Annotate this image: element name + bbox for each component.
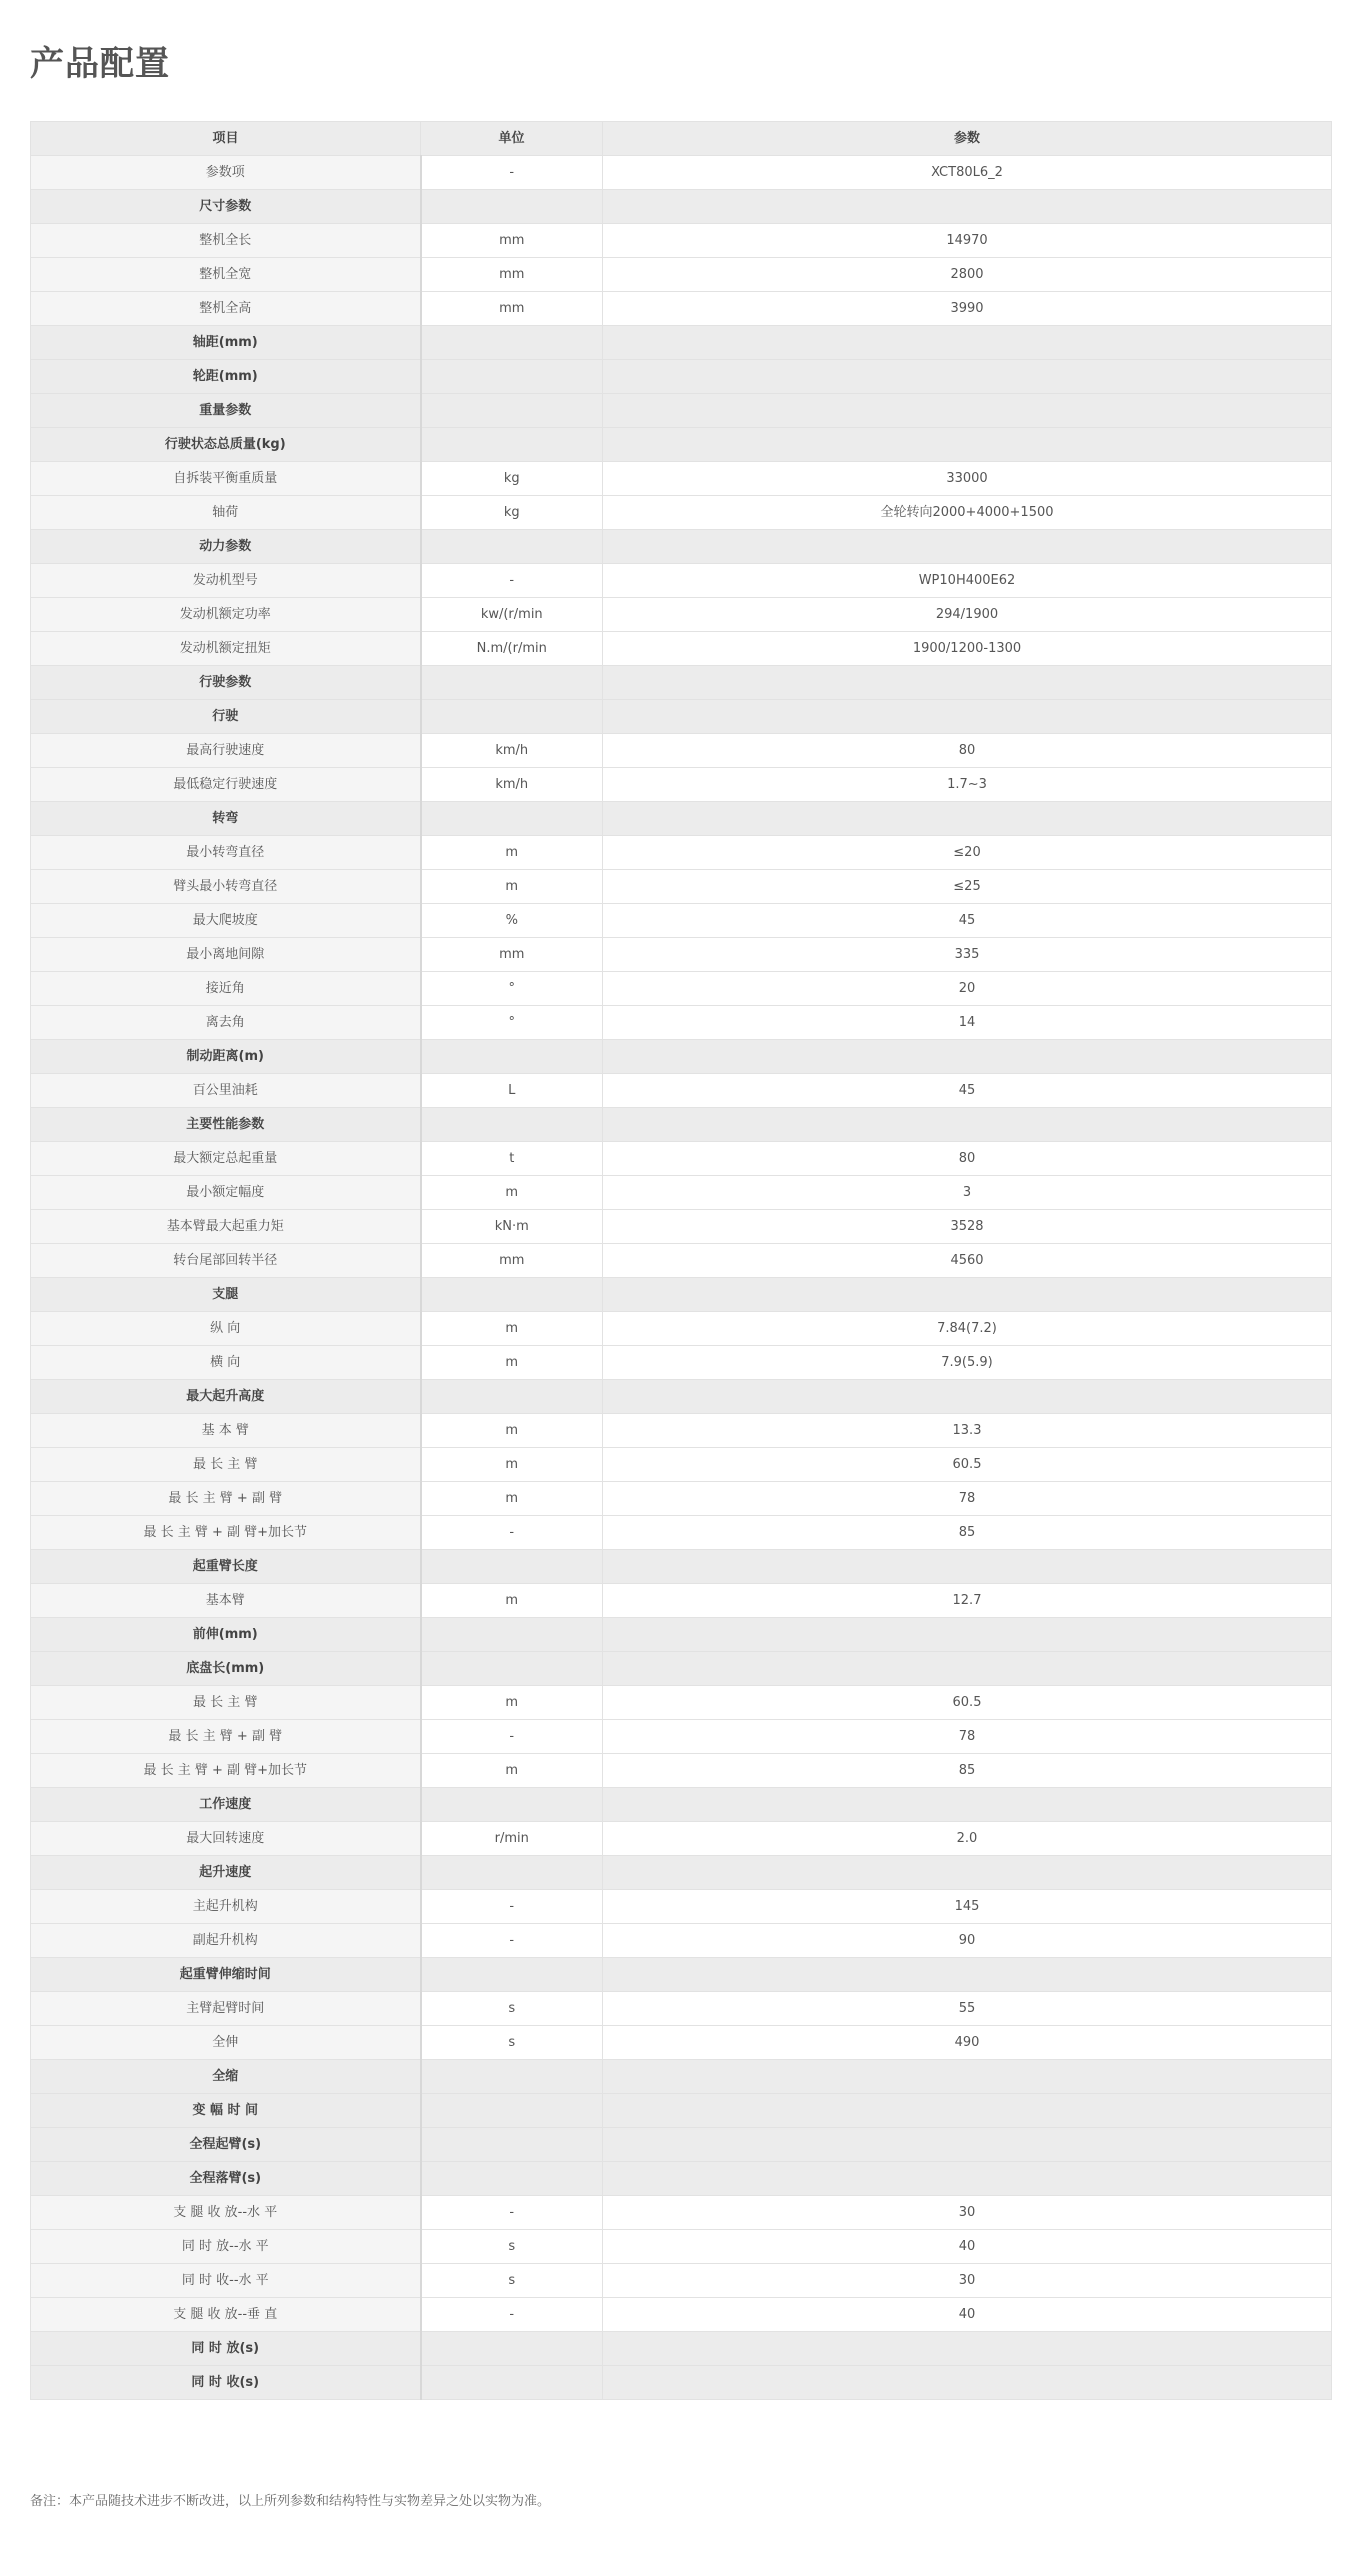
section-title: 行驶参数: [31, 666, 421, 700]
row-unit: kw/(r/min: [421, 598, 603, 632]
row-unit: [421, 802, 603, 836]
row-value: 7.9(5.9): [603, 1346, 1332, 1380]
row-value: [603, 802, 1332, 836]
row-value: 13.3: [603, 1414, 1332, 1448]
row-value: [603, 360, 1332, 394]
page-title: 产品配置: [30, 44, 170, 84]
section-title: 制动距离(m): [31, 1040, 421, 1074]
row-value: 55: [603, 1992, 1332, 2026]
row-value: 1.7~3: [603, 768, 1332, 802]
header-value: 参数: [603, 122, 1332, 156]
row-unit: t: [421, 1142, 603, 1176]
section-title: 行驶状态总质量(kg): [31, 428, 421, 462]
row-unit: m: [421, 1482, 603, 1516]
row-unit: -: [421, 1890, 603, 1924]
row-unit: -: [421, 1516, 603, 1550]
row-unit: -: [421, 156, 603, 190]
table-row: [31, 1720, 1332, 1754]
section-title: 同 时 收(s): [31, 2366, 421, 2400]
row-unit: -: [421, 1720, 603, 1754]
row-unit: mm: [421, 938, 603, 972]
row-item-name: 整机全高: [31, 292, 421, 326]
row-value: 85: [603, 1516, 1332, 1550]
row-unit: [421, 1108, 603, 1142]
row-item-name: 发动机额定扭矩: [31, 632, 421, 666]
table-row: [31, 496, 1332, 530]
table-row: [31, 2298, 1332, 2332]
table-row: [31, 1516, 1332, 1550]
section-title: 起重臂长度: [31, 1550, 421, 1584]
row-value: [603, 1108, 1332, 1142]
table-row: [31, 938, 1332, 972]
row-unit: m: [421, 1414, 603, 1448]
table-row: [31, 972, 1332, 1006]
table-row: [31, 1482, 1332, 1516]
row-item-name: 同 时 放--水 平: [31, 2230, 421, 2264]
section-row: [31, 2128, 1332, 2162]
section-title: 起重臂伸缩时间: [31, 1958, 421, 1992]
row-value: [603, 1856, 1332, 1890]
row-item-name: 最高行驶速度: [31, 734, 421, 768]
row-value: 294/1900: [603, 598, 1332, 632]
section-title: 轮距(mm): [31, 360, 421, 394]
section-title: 轴距(mm): [31, 326, 421, 360]
section-row: [31, 2060, 1332, 2094]
row-unit: [421, 2094, 603, 2128]
row-unit: -: [421, 564, 603, 598]
section-title: 起升速度: [31, 1856, 421, 1890]
row-unit: kg: [421, 496, 603, 530]
section-row: [31, 1278, 1332, 1312]
row-item-name: 支 腿 收 放--垂 直: [31, 2298, 421, 2332]
section-title: 最大起升高度: [31, 1380, 421, 1414]
row-unit: [421, 666, 603, 700]
table-row: [31, 2230, 1332, 2264]
row-unit: [421, 2060, 603, 2094]
header-item: 项目: [31, 122, 421, 156]
section-row: [31, 666, 1332, 700]
row-unit: %: [421, 904, 603, 938]
row-value: ≤25: [603, 870, 1332, 904]
row-unit: m: [421, 870, 603, 904]
row-value: 2.0: [603, 1822, 1332, 1856]
row-value: [603, 428, 1332, 462]
row-item-name: 副起升机构: [31, 1924, 421, 1958]
section-title: 前伸(mm): [31, 1618, 421, 1652]
row-unit: km/h: [421, 734, 603, 768]
row-item-name: 最大额定总起重量: [31, 1142, 421, 1176]
row-value: [603, 2094, 1332, 2128]
row-unit: km/h: [421, 768, 603, 802]
row-unit: [421, 2332, 603, 2366]
section-row: [31, 1788, 1332, 1822]
row-unit: mm: [421, 1244, 603, 1278]
row-value: 2800: [603, 258, 1332, 292]
section-row: [31, 1618, 1332, 1652]
row-unit: m: [421, 1686, 603, 1720]
section-title: 支腿: [31, 1278, 421, 1312]
row-unit: s: [421, 2230, 603, 2264]
row-value: [603, 1788, 1332, 1822]
section-row: [31, 360, 1332, 394]
table-row: [31, 1448, 1332, 1482]
table-row: [31, 258, 1332, 292]
table-row: [31, 1312, 1332, 1346]
row-value: 145: [603, 1890, 1332, 1924]
table-row: [31, 768, 1332, 802]
table-row: [31, 1890, 1332, 1924]
row-item-name: 主臂起臂时间: [31, 1992, 421, 2026]
row-unit: mm: [421, 224, 603, 258]
row-item-name: 最小转弯直径: [31, 836, 421, 870]
table-row: [31, 632, 1332, 666]
table-row: [31, 1142, 1332, 1176]
row-value: 60.5: [603, 1686, 1332, 1720]
row-item-name: 最小额定幅度: [31, 1176, 421, 1210]
section-title: 动力参数: [31, 530, 421, 564]
row-item-name: 自拆装平衡重质量: [31, 462, 421, 496]
spec-table-header: [31, 122, 1332, 156]
row-value: 20: [603, 972, 1332, 1006]
row-value: [603, 326, 1332, 360]
row-value: WP10H400E62: [603, 564, 1332, 598]
row-value: [603, 2162, 1332, 2196]
table-row: [31, 870, 1332, 904]
row-value: 3528: [603, 1210, 1332, 1244]
row-unit: [421, 1788, 603, 1822]
row-value: 80: [603, 734, 1332, 768]
table-row: [31, 2196, 1332, 2230]
table-row: [31, 564, 1332, 598]
section-title: 全缩: [31, 2060, 421, 2094]
row-item-name: 纵 向: [31, 1312, 421, 1346]
row-item-name: 参数项: [31, 156, 421, 190]
row-unit: m: [421, 1448, 603, 1482]
row-unit: -: [421, 2196, 603, 2230]
row-item-name: 最 长 主 臂 + 副 臂+加长节: [31, 1754, 421, 1788]
row-item-name: 轴荷: [31, 496, 421, 530]
row-unit: mm: [421, 258, 603, 292]
row-item-name: 最大回转速度: [31, 1822, 421, 1856]
row-value: [603, 190, 1332, 224]
table-row: [31, 1754, 1332, 1788]
row-value: [603, 2128, 1332, 2162]
row-value: [603, 394, 1332, 428]
section-row: [31, 1958, 1332, 1992]
row-item-name: 发动机型号: [31, 564, 421, 598]
row-value: 3: [603, 1176, 1332, 1210]
table-row: [31, 1686, 1332, 1720]
row-value: 30: [603, 2264, 1332, 2298]
section-title: 同 时 放(s): [31, 2332, 421, 2366]
row-unit: mm: [421, 292, 603, 326]
row-value: [603, 1958, 1332, 1992]
row-item-name: 最低稳定行驶速度: [31, 768, 421, 802]
row-item-name: 横 向: [31, 1346, 421, 1380]
row-unit: [421, 1652, 603, 1686]
row-value: [603, 2060, 1332, 2094]
row-item-name: 百公里油耗: [31, 1074, 421, 1108]
row-unit: m: [421, 1754, 603, 1788]
row-unit: [421, 700, 603, 734]
row-value: 78: [603, 1720, 1332, 1754]
row-unit: [421, 190, 603, 224]
row-item-name: 最 长 主 臂: [31, 1448, 421, 1482]
section-row: [31, 530, 1332, 564]
row-value: 80: [603, 1142, 1332, 1176]
row-unit: [421, 1040, 603, 1074]
row-unit: s: [421, 2026, 603, 2060]
row-value: 14: [603, 1006, 1332, 1040]
section-title: 全程起臂(s): [31, 2128, 421, 2162]
table-row: [31, 2026, 1332, 2060]
table-row: [31, 1414, 1332, 1448]
section-title: 底盘长(mm): [31, 1652, 421, 1686]
section-row: [31, 2094, 1332, 2128]
row-value: 45: [603, 1074, 1332, 1108]
row-unit: m: [421, 1176, 603, 1210]
row-unit: N.m/(r/min: [421, 632, 603, 666]
row-unit: [421, 1618, 603, 1652]
section-row: [31, 1856, 1332, 1890]
row-unit: [421, 394, 603, 428]
row-value: 30: [603, 2196, 1332, 2230]
section-row: [31, 700, 1332, 734]
row-value: [603, 700, 1332, 734]
section-title: 重量参数: [31, 394, 421, 428]
row-value: [603, 1618, 1332, 1652]
section-title: 主要性能参数: [31, 1108, 421, 1142]
row-value: 90: [603, 1924, 1332, 1958]
row-unit: [421, 2162, 603, 2196]
section-title: 变 幅 时 间: [31, 2094, 421, 2128]
table-row: [31, 1074, 1332, 1108]
table-row: [31, 1822, 1332, 1856]
row-item-name: 基本臂: [31, 1584, 421, 1618]
row-value: 78: [603, 1482, 1332, 1516]
section-row: [31, 428, 1332, 462]
row-value: 45: [603, 904, 1332, 938]
section-row: [31, 1040, 1332, 1074]
table-row: [31, 1924, 1332, 1958]
row-value: 1900/1200-1300: [603, 632, 1332, 666]
row-value: [603, 530, 1332, 564]
row-value: 60.5: [603, 1448, 1332, 1482]
row-value: ≤20: [603, 836, 1332, 870]
row-item-name: 转台尾部回转半径: [31, 1244, 421, 1278]
row-value: 33000: [603, 462, 1332, 496]
row-item-name: 整机全宽: [31, 258, 421, 292]
row-item-name: 基本臂最大起重力矩: [31, 1210, 421, 1244]
row-value: [603, 666, 1332, 700]
row-unit: m: [421, 1346, 603, 1380]
row-item-name: 最 长 主 臂 + 副 臂+加长节: [31, 1516, 421, 1550]
row-value: 490: [603, 2026, 1332, 2060]
row-value: 40: [603, 2298, 1332, 2332]
table-row: [31, 2264, 1332, 2298]
row-value: [603, 1550, 1332, 1584]
row-unit: L: [421, 1074, 603, 1108]
row-unit: [421, 1380, 603, 1414]
table-row: [31, 734, 1332, 768]
row-item-name: 支 腿 收 放--水 平: [31, 2196, 421, 2230]
row-unit: -: [421, 1924, 603, 1958]
row-item-name: 最大爬坡度: [31, 904, 421, 938]
section-row: [31, 2162, 1332, 2196]
row-value: XCT80L6_2: [603, 156, 1332, 190]
row-value: 全轮转向2000+4000+1500: [603, 496, 1332, 530]
row-unit: [421, 1550, 603, 1584]
section-row: [31, 1652, 1332, 1686]
section-title: 全程落臂(s): [31, 2162, 421, 2196]
row-unit: m: [421, 836, 603, 870]
row-item-name: 臂头最小转弯直径: [31, 870, 421, 904]
table-row: [31, 1244, 1332, 1278]
row-value: 4560: [603, 1244, 1332, 1278]
row-unit: [421, 360, 603, 394]
row-item-name: 同 时 收--水 平: [31, 2264, 421, 2298]
row-item-name: 基 本 臂: [31, 1414, 421, 1448]
row-item-name: 最 长 主 臂 + 副 臂: [31, 1482, 421, 1516]
section-row: [31, 190, 1332, 224]
table-row: [31, 1584, 1332, 1618]
row-item-name: 发动机额定功率: [31, 598, 421, 632]
row-unit: [421, 2128, 603, 2162]
row-unit: [421, 1856, 603, 1890]
row-value: 12.7: [603, 1584, 1332, 1618]
row-value: [603, 1278, 1332, 1312]
section-row: [31, 1108, 1332, 1142]
row-unit: °: [421, 972, 603, 1006]
row-value: 40: [603, 2230, 1332, 2264]
row-unit: m: [421, 1584, 603, 1618]
table-row: [31, 1006, 1332, 1040]
row-unit: kN·m: [421, 1210, 603, 1244]
row-value: [603, 1652, 1332, 1686]
row-unit: s: [421, 1992, 603, 2026]
table-row: [31, 224, 1332, 258]
row-item-name: 最 长 主 臂 + 副 臂: [31, 1720, 421, 1754]
row-value: [603, 2332, 1332, 2366]
section-row: [31, 394, 1332, 428]
section-row: [31, 1380, 1332, 1414]
spec-table: [30, 121, 1332, 2400]
footnote: 备注：本产品随技术进步不断改进，以上所列参数和结构特性与实物差异之处以实物为准。: [30, 2494, 551, 2509]
row-value: 7.84(7.2): [603, 1312, 1332, 1346]
row-item-name: 接近角: [31, 972, 421, 1006]
table-row: [31, 156, 1332, 190]
row-item-name: 最小离地间隙: [31, 938, 421, 972]
section-title: 工作速度: [31, 1788, 421, 1822]
row-item-name: 最 长 主 臂: [31, 1686, 421, 1720]
section-row: [31, 326, 1332, 360]
row-unit: [421, 530, 603, 564]
header-row: [31, 122, 1332, 156]
section-title: 行驶: [31, 700, 421, 734]
row-unit: [421, 1958, 603, 1992]
row-value: [603, 2366, 1332, 2400]
row-item-name: 全伸: [31, 2026, 421, 2060]
table-row: [31, 598, 1332, 632]
section-row: [31, 802, 1332, 836]
table-row: [31, 292, 1332, 326]
row-unit: s: [421, 2264, 603, 2298]
row-item-name: 主起升机构: [31, 1890, 421, 1924]
row-unit: m: [421, 1312, 603, 1346]
table-row: [31, 1176, 1332, 1210]
section-row: [31, 2366, 1332, 2400]
spec-table-body: [31, 156, 1332, 2400]
section-row: [31, 1550, 1332, 1584]
table-row: [31, 904, 1332, 938]
table-row: [31, 1346, 1332, 1380]
header-unit: 单位: [421, 122, 603, 156]
row-value: [603, 1380, 1332, 1414]
row-value: [603, 1040, 1332, 1074]
section-title: 转弯: [31, 802, 421, 836]
row-unit: [421, 326, 603, 360]
row-value: 14970: [603, 224, 1332, 258]
row-value: 85: [603, 1754, 1332, 1788]
row-value: 3990: [603, 292, 1332, 326]
table-row: [31, 836, 1332, 870]
row-item-name: 离去角: [31, 1006, 421, 1040]
row-value: 335: [603, 938, 1332, 972]
table-row: [31, 1992, 1332, 2026]
section-row: [31, 2332, 1332, 2366]
row-unit: kg: [421, 462, 603, 496]
row-unit: -: [421, 2298, 603, 2332]
row-unit: [421, 2366, 603, 2400]
table-row: [31, 1210, 1332, 1244]
table-row: [31, 462, 1332, 496]
row-unit: r/min: [421, 1822, 603, 1856]
row-unit: [421, 1278, 603, 1312]
section-title: 尺寸参数: [31, 190, 421, 224]
row-unit: [421, 428, 603, 462]
row-item-name: 整机全长: [31, 224, 421, 258]
row-unit: °: [421, 1006, 603, 1040]
